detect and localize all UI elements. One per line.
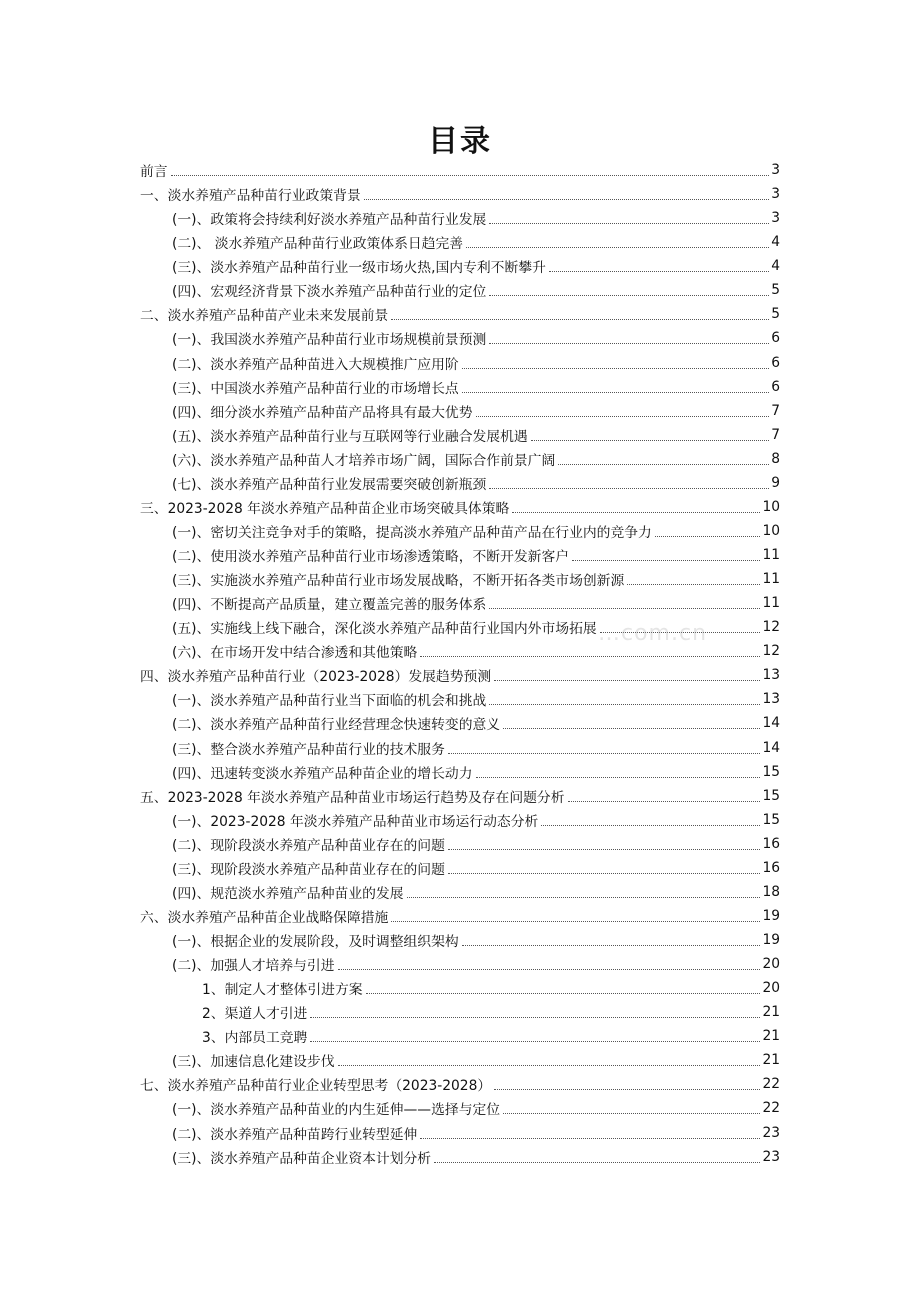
toc-entry[interactable] xyxy=(140,711,780,735)
toc-page-number: 9 xyxy=(771,474,780,491)
toc-entry[interactable] xyxy=(140,832,780,856)
toc-entry[interactable] xyxy=(140,375,780,399)
toc-entry-title: (四)、迅速转变淡水养殖产品种苗企业的增长动力 xyxy=(172,765,473,782)
toc-page-number: 21 xyxy=(762,1028,780,1045)
toc-page-number: 16 xyxy=(762,859,780,876)
toc-entry[interactable] xyxy=(140,880,780,904)
toc-dot-leader xyxy=(448,848,761,850)
toc-page-number: 21 xyxy=(762,1004,780,1021)
toc-entry-title: 六、淡水养殖产品种苗企业战略保障措施 xyxy=(140,909,389,926)
toc-page-number: 3 xyxy=(771,162,780,179)
toc-page-number: 13 xyxy=(762,667,780,684)
toc-entry-title: (一)、淡水养殖产品种苗行业当下面临的机会和挑战 xyxy=(172,693,487,710)
toc-entry-title: (一)、淡水养殖产品种苗业的内生延伸——选择与定位 xyxy=(172,1102,501,1119)
toc-page-number: 13 xyxy=(762,691,780,708)
toc-entry[interactable] xyxy=(140,423,780,447)
toc-dot-leader xyxy=(366,992,761,994)
toc-entry-title: 2、渠道人才引进 xyxy=(202,1006,308,1023)
toc-page-number: 6 xyxy=(771,330,780,347)
toc-dot-leader xyxy=(391,318,769,320)
toc-dot-leader xyxy=(462,367,770,369)
toc-entry[interactable] xyxy=(140,495,780,519)
toc-page-number: 19 xyxy=(762,907,780,924)
toc-entry[interactable] xyxy=(140,976,780,1000)
toc-entry-title: (三)、淡水养殖产品种苗企业资本计划分析 xyxy=(172,1150,432,1167)
toc-page-number: 20 xyxy=(762,980,780,997)
toc-entry-title: 1、制定人才整体引进方案 xyxy=(202,982,363,999)
toc-dot-leader xyxy=(503,1112,760,1114)
toc-entry[interactable] xyxy=(140,278,780,302)
toc-page-number: 10 xyxy=(762,522,780,539)
toc-entry[interactable] xyxy=(140,1121,780,1145)
toc-page-number: 23 xyxy=(762,1148,780,1165)
toc-dot-leader xyxy=(549,270,769,272)
toc-entry-title: 3、内部员工竞聘 xyxy=(202,1030,308,1047)
toc-dot-leader xyxy=(494,679,760,681)
toc-page-number: 15 xyxy=(762,787,780,804)
toc-entry[interactable] xyxy=(140,519,780,543)
toc-entry[interactable] xyxy=(140,1145,780,1169)
toc-dot-leader xyxy=(568,800,761,802)
toc-dot-leader xyxy=(655,535,761,537)
toc-entry-title: 前言 xyxy=(140,164,168,181)
toc-entry-title: 一、淡水养殖产品种苗行业政策背景 xyxy=(140,188,361,205)
toc-entry[interactable] xyxy=(140,1096,780,1120)
table-of-contents xyxy=(140,158,780,1169)
toc-dot-leader xyxy=(434,1161,760,1163)
toc-page-number: 12 xyxy=(762,643,780,660)
toc-entry-title: (二)、淡水养殖产品种苗跨行业转型延伸 xyxy=(172,1126,418,1143)
page-title: 目录 xyxy=(428,124,492,159)
toc-entry[interactable] xyxy=(140,302,780,326)
toc-dot-leader xyxy=(420,655,760,657)
toc-dot-leader xyxy=(541,824,760,826)
toc-entry[interactable] xyxy=(140,687,780,711)
toc-entry[interactable] xyxy=(140,1024,780,1048)
toc-dot-leader xyxy=(489,294,769,296)
toc-dot-leader xyxy=(310,1016,760,1018)
toc-entry[interactable] xyxy=(140,471,780,495)
toc-entry[interactable] xyxy=(140,206,780,230)
toc-entry-title: 五、2023-2028 年淡水养殖产品种苗业市场运行趋势及存在问题分析 xyxy=(140,789,565,806)
toc-entry[interactable] xyxy=(140,1072,780,1096)
toc-entry[interactable] xyxy=(140,158,780,182)
toc-entry-title: (二)、淡水养殖产品种苗进入大规模推广应用阶 xyxy=(172,356,459,373)
toc-entry-title: (二)、淡水养殖产品种苗行业经营理念快速转变的意义 xyxy=(172,717,501,734)
toc-entry[interactable] xyxy=(140,904,780,928)
toc-page-number: 4 xyxy=(771,258,780,275)
toc-dot-leader xyxy=(627,583,760,585)
toc-entry[interactable] xyxy=(140,447,780,471)
toc-entry[interactable] xyxy=(140,952,780,976)
toc-dot-leader xyxy=(503,727,760,729)
toc-dot-leader xyxy=(476,776,761,778)
toc-entry-title: (六)、淡水养殖产品种苗人才培养市场广阔，国际合作前景广阔 xyxy=(172,452,556,469)
toc-entry[interactable] xyxy=(140,567,780,591)
toc-entry-title: (一)、根据企业的发展阶段，及时调整组织架构 xyxy=(172,934,459,951)
toc-page-number: 15 xyxy=(762,811,780,828)
toc-entry[interactable] xyxy=(140,182,780,206)
toc-page-number: 16 xyxy=(762,835,780,852)
toc-page-number: 14 xyxy=(762,715,780,732)
toc-dot-leader xyxy=(558,463,769,465)
toc-entry[interactable] xyxy=(140,543,780,567)
toc-dot-leader xyxy=(448,872,761,874)
toc-dot-leader xyxy=(466,246,769,248)
toc-entry-title: (三)、实施淡水养殖产品种苗行业市场发展战略，不断开拓各类市场创新源 xyxy=(172,573,625,590)
toc-page-number: 14 xyxy=(762,739,780,756)
toc-page-number: 23 xyxy=(762,1124,780,1141)
toc-dot-leader xyxy=(338,968,761,970)
toc-entry-title: (一)、我国淡水养殖产品种苗行业市场规模前景预测 xyxy=(172,332,487,349)
toc-entry-title: (四)、宏观经济背景下淡水养殖产品种苗行业的定位 xyxy=(172,284,487,301)
toc-entry-title: (三)、现阶段淡水养殖产品种苗业存在的问题 xyxy=(172,861,445,878)
toc-entry-title: 四、淡水养殖产品种苗行业（2023-2028）发展趋势预测 xyxy=(140,669,492,686)
toc-entry[interactable] xyxy=(140,784,780,808)
toc-page-number: 15 xyxy=(762,763,780,780)
toc-entry[interactable] xyxy=(140,808,780,832)
toc-entry-title: 二、淡水养殖产品种苗产业未来发展前景 xyxy=(140,308,389,325)
toc-dot-leader xyxy=(600,631,761,633)
toc-page-number: 22 xyxy=(762,1100,780,1117)
toc-dot-leader xyxy=(462,944,761,946)
toc-page-number: 3 xyxy=(771,210,780,227)
toc-entry[interactable] xyxy=(140,351,780,375)
toc-dot-leader xyxy=(338,1064,761,1066)
toc-dot-leader xyxy=(512,511,760,513)
toc-page-number: 8 xyxy=(771,450,780,467)
toc-page-number: 19 xyxy=(762,932,780,949)
toc-entry-title: 三、2023-2028 年淡水养殖产品种苗企业市场突破具体策略 xyxy=(140,500,510,517)
toc-dot-leader xyxy=(572,559,760,561)
toc-entry-title: (二)、现阶段淡水养殖产品种苗业存在的问题 xyxy=(172,837,445,854)
toc-entry[interactable] xyxy=(140,1048,780,1072)
toc-entry-title: (二)、加强人才培养与引进 xyxy=(172,958,335,975)
toc-dot-leader xyxy=(407,896,761,898)
toc-dot-leader xyxy=(489,222,769,224)
toc-entry[interactable] xyxy=(140,760,780,784)
toc-dot-leader xyxy=(489,487,769,489)
toc-entry-title: (四)、不断提高产品质量，建立覆盖完善的服务体系 xyxy=(172,597,487,614)
toc-page-number: 6 xyxy=(771,354,780,371)
watermark: …com.cn xyxy=(598,621,708,646)
toc-page-number: 18 xyxy=(762,883,780,900)
toc-entry[interactable] xyxy=(140,399,780,423)
toc-entry[interactable] xyxy=(140,663,780,687)
toc-entry[interactable] xyxy=(140,1000,780,1024)
toc-page-number: 22 xyxy=(762,1076,780,1093)
toc-entry[interactable] xyxy=(140,928,780,952)
toc-dot-leader xyxy=(448,752,761,754)
toc-entry-title: (三)、中国淡水养殖产品种苗行业的市场增长点 xyxy=(172,380,459,397)
toc-entry[interactable] xyxy=(140,254,780,278)
toc-dot-leader xyxy=(489,342,769,344)
toc-page-number: 10 xyxy=(762,498,780,515)
toc-entry[interactable] xyxy=(140,591,780,615)
toc-page-number: 5 xyxy=(771,306,780,323)
toc-entry[interactable] xyxy=(140,639,780,663)
toc-dot-leader xyxy=(364,198,769,200)
toc-dot-leader xyxy=(462,391,770,393)
toc-page-number: 4 xyxy=(771,234,780,251)
toc-page-number: 20 xyxy=(762,956,780,973)
toc-entry[interactable] xyxy=(140,230,780,254)
toc-dot-leader xyxy=(391,920,760,922)
toc-page-number: 21 xyxy=(762,1052,780,1069)
toc-dot-leader xyxy=(494,1088,760,1090)
toc-page-number: 12 xyxy=(762,619,780,636)
toc-dot-leader xyxy=(489,703,760,705)
toc-dot-leader xyxy=(420,1137,760,1139)
toc-entry-title: (七)、淡水养殖产品种苗行业发展需要突破创新瓶颈 xyxy=(172,476,487,493)
toc-entry-title: (四)、细分淡水养殖产品种苗产品将具有最大优势 xyxy=(172,404,473,421)
toc-dot-leader xyxy=(171,174,770,176)
toc-entry-title: (一)、政策将会持续利好淡水养殖产品种苗行业发展 xyxy=(172,212,487,229)
toc-page-number: 11 xyxy=(762,547,780,564)
toc-page-number: 11 xyxy=(762,595,780,612)
toc-entry-title: (一)、密切关注竞争对手的策略，提高淡水养殖产品种苗产品在行业内的竞争力 xyxy=(172,524,652,541)
toc-page-number: 7 xyxy=(771,402,780,419)
toc-entry-title: (四)、规范淡水养殖产品种苗业的发展 xyxy=(172,885,404,902)
toc-entry-title: (五)、淡水养殖产品种苗行业与互联网等行业融合发展机遇 xyxy=(172,428,528,445)
toc-page-number: 6 xyxy=(771,378,780,395)
toc-dot-leader xyxy=(476,415,770,417)
toc-entry[interactable] xyxy=(140,736,780,760)
toc-entry-title: (三)、淡水养殖产品种苗行业一级市场火热,国内专利不断攀升 xyxy=(172,260,546,277)
toc-entry[interactable] xyxy=(140,615,780,639)
toc-dot-leader xyxy=(531,439,770,441)
toc-entry-title: (一)、2023-2028 年淡水养殖产品种苗业市场运行动态分析 xyxy=(172,813,539,830)
toc-entry-title: (二)、 淡水养殖产品种苗行业政策体系日趋完善 xyxy=(172,236,464,253)
toc-page-number: 3 xyxy=(771,186,780,203)
toc-entry[interactable] xyxy=(140,856,780,880)
toc-entry-title: 七、淡水养殖产品种苗行业企业转型思考（2023-2028） xyxy=(140,1078,492,1095)
toc-page-number: 11 xyxy=(762,571,780,588)
toc-entry[interactable] xyxy=(140,326,780,350)
toc-entry-title: (二)、使用淡水养殖产品种苗行业市场渗透策略，不断开发新客户 xyxy=(172,549,570,566)
toc-page-number: 7 xyxy=(771,426,780,443)
toc-page-number: 5 xyxy=(771,282,780,299)
toc-entry-title: (三)、加速信息化建设步伐 xyxy=(172,1054,335,1071)
toc-dot-leader xyxy=(310,1040,760,1042)
toc-entry-title: (五)、实施线上线下融合，深化淡水养殖产品种苗行业国内外市场拓展 xyxy=(172,621,597,638)
toc-entry-title: (三)、整合淡水养殖产品种苗行业的技术服务 xyxy=(172,741,445,758)
toc-dot-leader xyxy=(489,607,760,609)
toc-entry-title: (六)、在市场开发中结合渗透和其他策略 xyxy=(172,645,418,662)
